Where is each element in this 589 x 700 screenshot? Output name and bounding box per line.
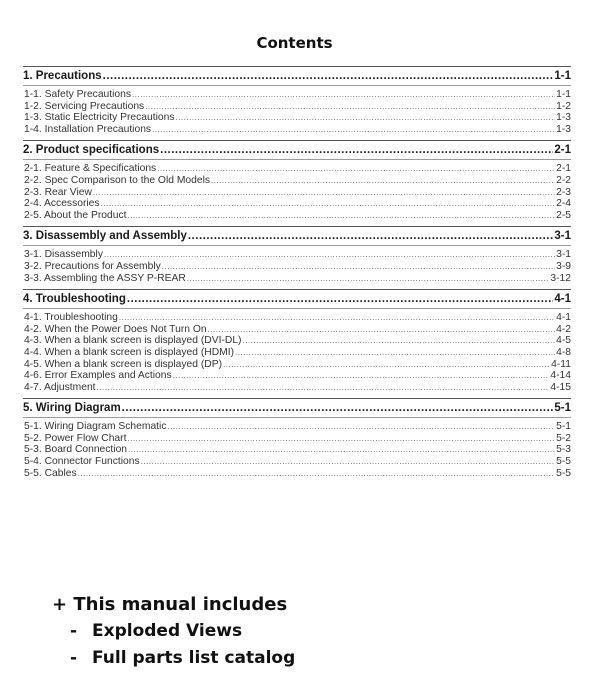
- dot-leader: [127, 433, 555, 445]
- entry-label: 1-1. Safety Precautions: [24, 89, 132, 100]
- entry-page: 5-3: [556, 444, 571, 456]
- toc-entry[interactable]: [23, 421, 571, 433]
- toc-section: [23, 289, 571, 393]
- entry-label: 4-1. Troubleshooting: [24, 312, 118, 324]
- note-item-label: Full parts list catalog: [92, 648, 296, 668]
- toc-section-heading[interactable]: [23, 226, 571, 245]
- entry-label: 3-2. Precautions for Assembly: [24, 260, 161, 272]
- dot-leader: [127, 290, 554, 308]
- section-page: 5-1: [554, 402, 571, 415]
- note-heading: + This manual includes: [52, 594, 288, 615]
- toc-entry[interactable]: [23, 456, 571, 468]
- toc-section: [23, 140, 571, 221]
- dot-leader: [187, 273, 550, 285]
- toc-entry-list: [23, 159, 571, 221]
- dot-leader: [127, 210, 555, 222]
- entry-label: 4-5. When a blank screen is displayed (DP): [24, 358, 223, 370]
- toc-entry[interactable]: [23, 382, 571, 394]
- entry-label: 5-4. Connector Functions: [24, 456, 140, 468]
- section-page: 4-1: [554, 293, 571, 306]
- toc-entry[interactable]: [23, 370, 571, 382]
- entry-label: 3-3. Assembling the ASSY P-REAR: [24, 272, 186, 284]
- dot-leader: [145, 101, 555, 113]
- dot-leader: [78, 468, 555, 480]
- toc-entry[interactable]: [23, 347, 571, 359]
- toc-entry[interactable]: [23, 187, 571, 199]
- entry-label: 2-2. Spec Comparison to the Old Models: [24, 174, 211, 186]
- entry-label: 2-4. Accessories: [24, 198, 100, 210]
- dot-leader: [122, 399, 554, 417]
- entry-page: 3-12: [550, 272, 571, 284]
- dot-leader: [104, 249, 555, 261]
- toc-entry[interactable]: [23, 312, 571, 324]
- toc-entry[interactable]: [23, 273, 571, 285]
- dot-leader: [235, 347, 555, 359]
- entry-label: 4-7. Adjustment: [24, 381, 96, 393]
- toc-entry[interactable]: [23, 359, 571, 371]
- entry-page: 4-5: [556, 335, 571, 347]
- manual-includes-note: [52, 592, 295, 672]
- dot-leader: [132, 89, 555, 101]
- toc-entry[interactable]: [23, 89, 571, 101]
- entry-page: 1-3: [556, 112, 571, 124]
- toc-entry[interactable]: [23, 335, 571, 347]
- dot-leader: [223, 359, 550, 371]
- entry-page: 5-5: [556, 467, 571, 479]
- section-page: 2-1: [554, 144, 571, 157]
- entry-page: 4-1: [556, 312, 571, 324]
- entry-label: 4-6. Error Examples and Actions: [24, 370, 172, 382]
- note-item: [52, 645, 295, 672]
- entry-label: 3-1. Disassembly: [24, 249, 103, 261]
- dot-leader: [211, 175, 555, 187]
- entry-page: 4-11: [551, 358, 571, 370]
- note-dash: -: [70, 648, 78, 668]
- toc-entry[interactable]: [23, 198, 571, 210]
- entry-page: 4-14: [550, 370, 571, 382]
- dot-leader: [141, 456, 555, 468]
- entry-page: 4-8: [556, 346, 571, 358]
- dot-leader: [242, 335, 555, 347]
- entry-label: 5-1. Wiring Diagram Schematic: [24, 421, 167, 433]
- section-label: 1. Precautions: [23, 70, 102, 82]
- note-dash: -: [70, 621, 78, 641]
- dot-leader: [119, 312, 555, 324]
- section-page: 3-1: [554, 230, 571, 243]
- entry-page: 1-2: [556, 100, 571, 112]
- toc-entry[interactable]: [23, 124, 571, 136]
- entry-label: 4-2. When the Power Does Not Turn On: [24, 323, 207, 335]
- toc-entry-list: [23, 308, 571, 393]
- toc-section: [23, 226, 571, 284]
- toc-entry[interactable]: [23, 163, 571, 175]
- entry-page: 2-4: [556, 198, 571, 210]
- entry-page: 2-2: [556, 174, 571, 186]
- dot-leader: [93, 187, 555, 199]
- toc-entry[interactable]: [23, 175, 571, 187]
- entry-page: 4-15: [550, 381, 571, 393]
- dot-leader: [157, 163, 555, 175]
- toc-entry[interactable]: [23, 468, 571, 480]
- note-item: [52, 618, 295, 645]
- entry-label: 2-5. About the Product: [24, 209, 127, 221]
- toc-entry[interactable]: [23, 210, 571, 222]
- entry-label: 1-2. Servicing Precautions: [24, 100, 145, 112]
- dot-leader: [103, 67, 554, 85]
- entry-label: 2-3. Rear View: [24, 186, 92, 198]
- entry-label: 1-3. Static Electricity Precautions: [24, 112, 175, 124]
- entry-page: 2-5: [556, 209, 571, 221]
- entry-label: 1-4. Installation Precautions: [24, 123, 152, 135]
- entry-page: 1-3: [556, 123, 571, 135]
- entry-page: 5-2: [556, 432, 571, 444]
- entry-label: 2-1. Feature & Specifications: [24, 163, 157, 175]
- entry-label: 5-5. Cables: [24, 467, 77, 479]
- entry-label: 4-4. When a blank screen is displayed (HDMI): [24, 346, 235, 358]
- entry-page: 3-1: [556, 249, 571, 261]
- toc-entry[interactable]: [23, 112, 571, 124]
- entry-page: 4-2: [556, 323, 571, 335]
- section-label: 4. Troubleshooting: [23, 293, 126, 306]
- toc-entry[interactable]: [23, 249, 571, 261]
- entry-page: 5-5: [556, 456, 571, 468]
- toc-entry[interactable]: [23, 101, 571, 113]
- dot-leader: [173, 370, 550, 382]
- dot-leader: [101, 198, 556, 210]
- dot-leader: [176, 112, 556, 124]
- dot-leader: [160, 141, 553, 159]
- entry-page: 2-3: [556, 186, 571, 198]
- dot-leader: [208, 324, 556, 336]
- dot-leader: [162, 261, 555, 273]
- dot-leader: [152, 124, 555, 136]
- toc-section: [23, 398, 571, 479]
- toc-entry-list: [23, 85, 571, 135]
- entry-page: 1-1: [556, 89, 571, 100]
- dot-leader: [188, 227, 554, 245]
- toc-entry[interactable]: [23, 433, 571, 445]
- note-item-label: Exploded Views: [92, 621, 243, 641]
- toc-entry-list: [23, 245, 571, 284]
- toc-section-heading[interactable]: [23, 140, 571, 159]
- toc-entry[interactable]: [23, 444, 571, 456]
- entry-page: 5-1: [556, 421, 571, 433]
- toc-section: [23, 66, 571, 135]
- entry-label: 5-2. Power Flow Chart: [24, 432, 127, 444]
- table-of-contents: [23, 66, 571, 484]
- toc-entry[interactable]: [23, 261, 571, 273]
- entry-page: 2-1: [556, 163, 571, 175]
- section-label: 2. Product specifications: [23, 144, 160, 157]
- entry-label: 4-3. When a blank screen is displayed (DVI-DL): [24, 335, 242, 347]
- section-label: 5. Wiring Diagram: [23, 402, 121, 415]
- section-page: 1-1: [554, 70, 571, 82]
- toc-entry-list: [23, 417, 571, 479]
- toc-entry[interactable]: [23, 324, 571, 336]
- page-title: Contents: [256, 34, 333, 52]
- toc-section-heading[interactable]: [23, 66, 571, 85]
- entry-page: 3-9: [556, 260, 571, 272]
- entry-label: 5-3. Board Connection: [24, 444, 128, 456]
- dot-leader: [128, 444, 555, 456]
- section-label: 3. Disassembly and Assembly: [23, 230, 187, 243]
- toc-section-heading[interactable]: [23, 289, 571, 308]
- dot-leader: [167, 421, 555, 433]
- dot-leader: [97, 382, 550, 394]
- toc-section-heading[interactable]: [23, 398, 571, 417]
